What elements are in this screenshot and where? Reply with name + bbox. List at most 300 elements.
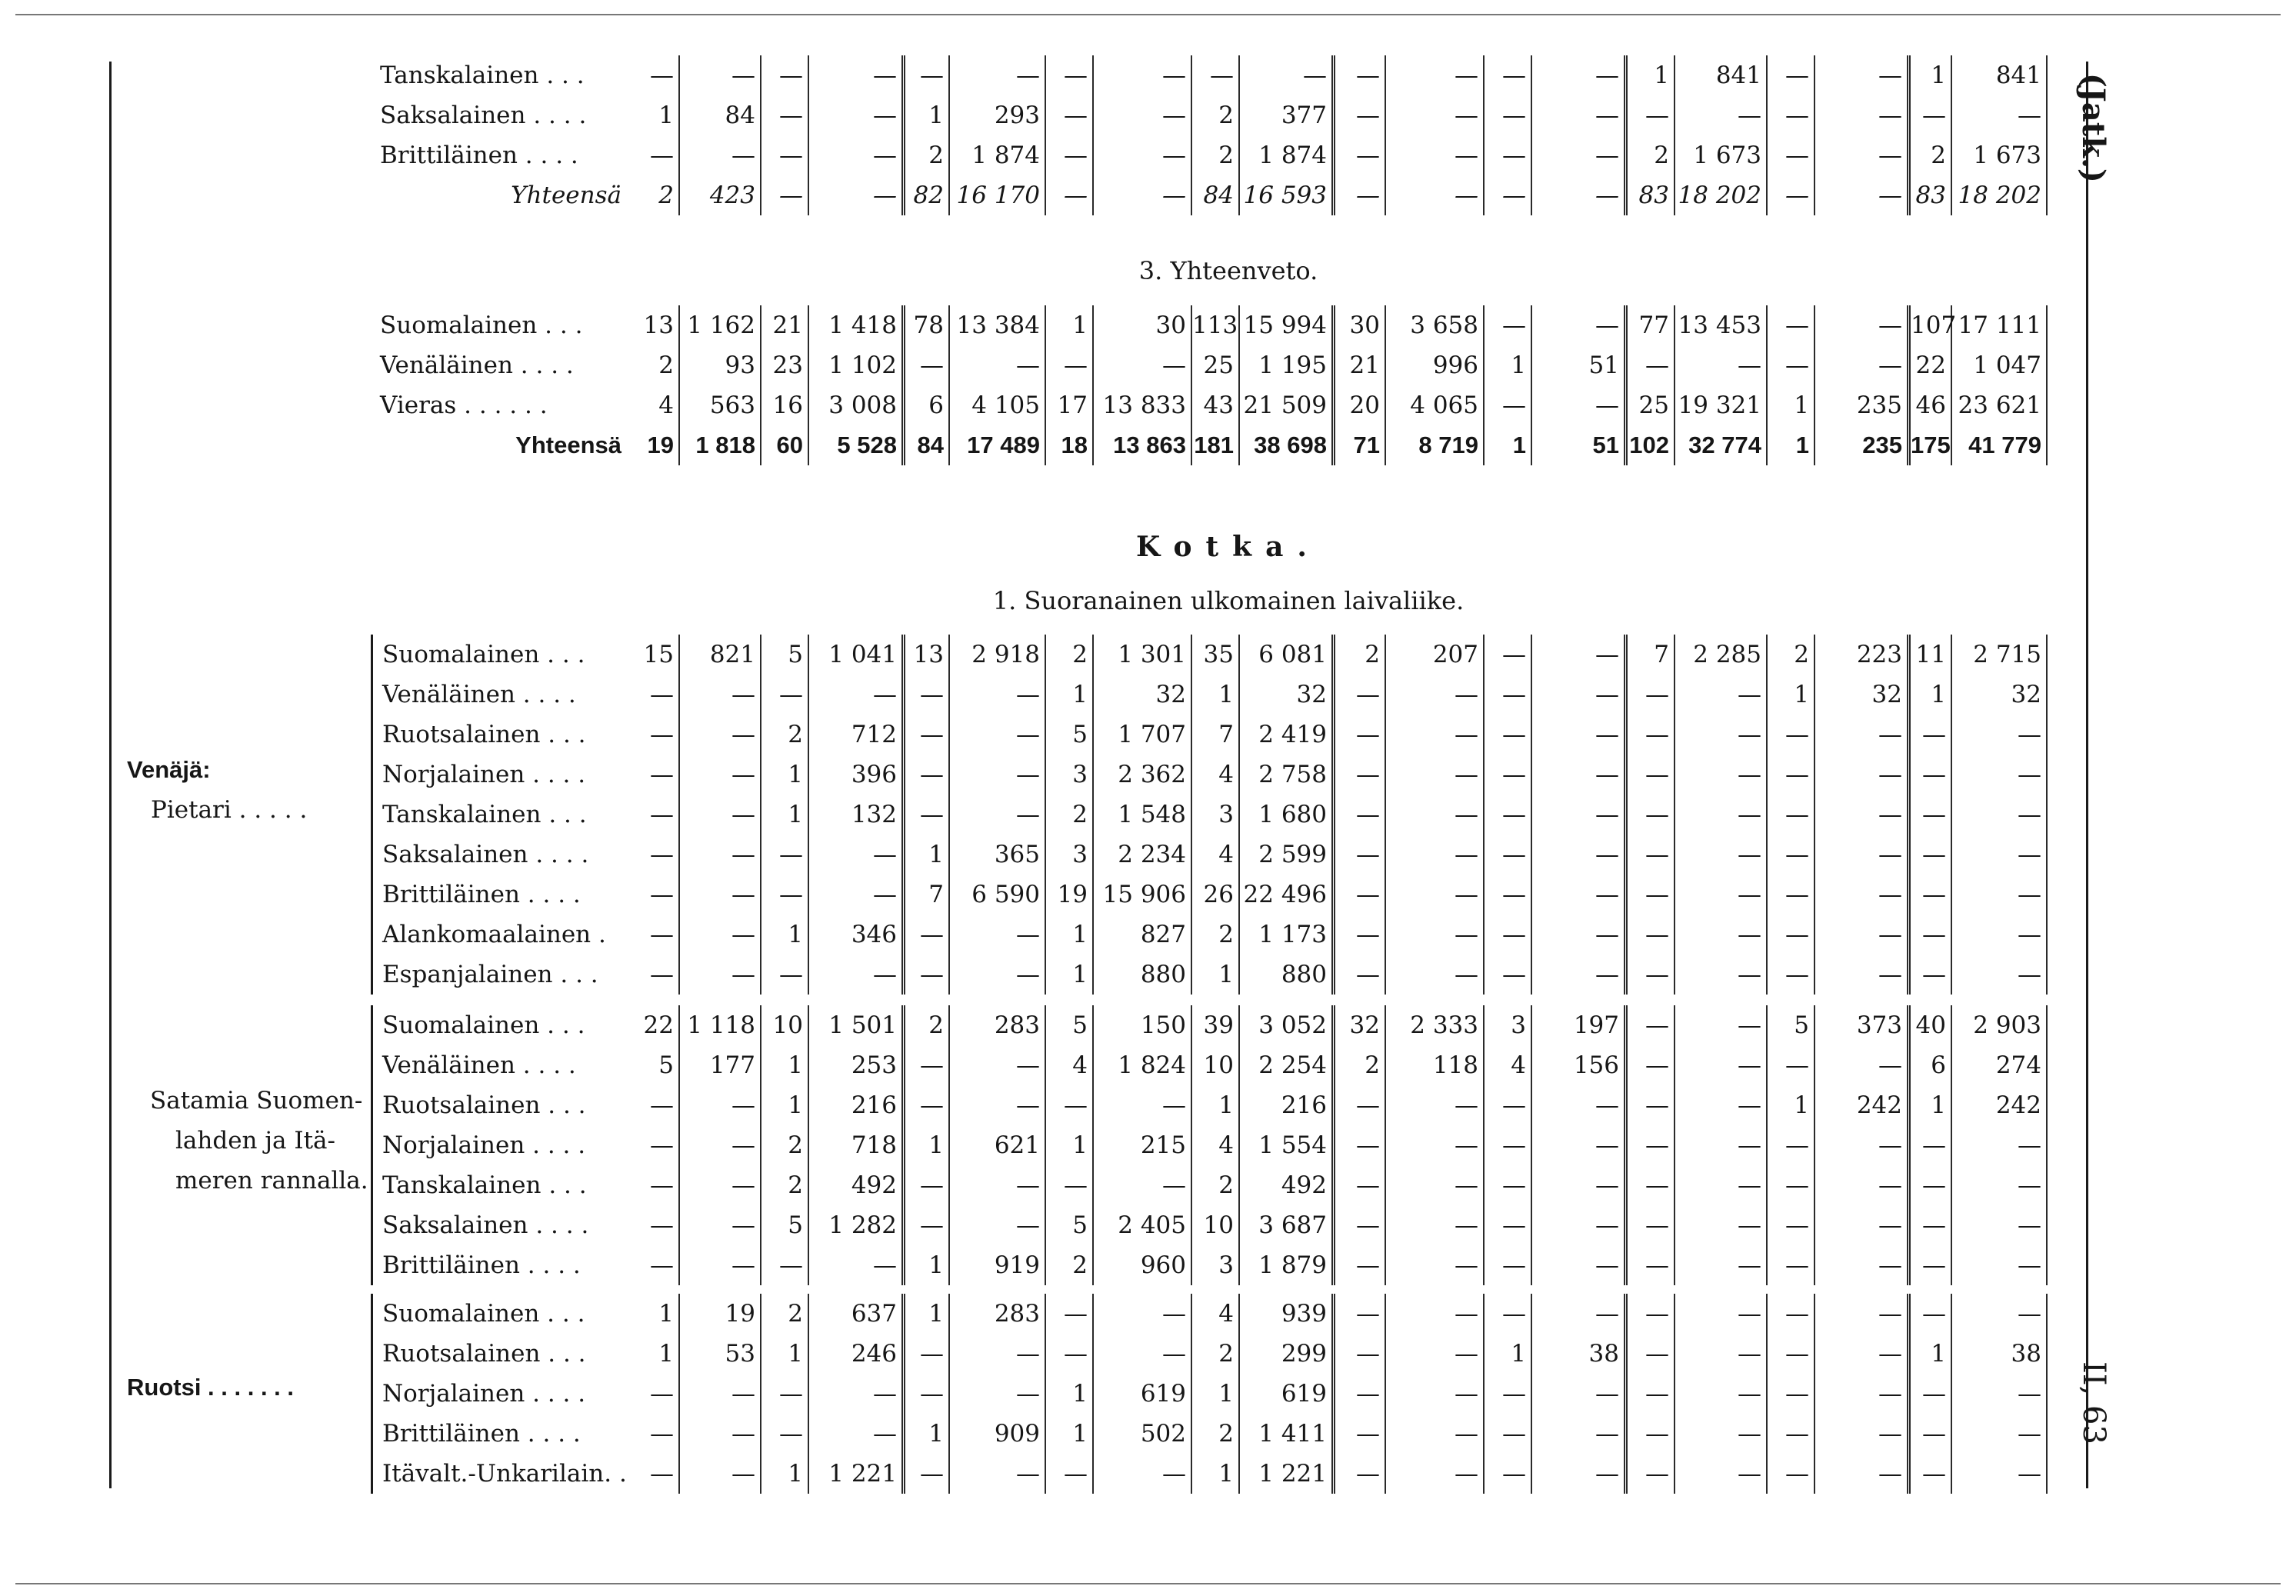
table-cell: —	[1911, 1205, 1952, 1245]
table-cell: 1	[1628, 55, 1675, 95]
row-label: Espanjalainen . . .	[371, 955, 632, 995]
table-cell: 2	[905, 1005, 950, 1045]
table-cell: —	[1485, 875, 1532, 915]
table-cell: 1 673	[1675, 135, 1768, 175]
table-cell: —	[1532, 1245, 1628, 1285]
table-cell: 113	[1192, 305, 1240, 345]
table-cell: 2	[761, 1125, 809, 1165]
table-cell: —	[1532, 795, 1628, 835]
table-cell: 253	[809, 1045, 905, 1085]
table-cell: 2	[1335, 635, 1386, 675]
table-cell: 1	[1192, 1374, 1240, 1414]
table-cell: —	[1335, 875, 1386, 915]
page-reference: II, 63	[2076, 1361, 2111, 1444]
table-cell: —	[680, 955, 761, 995]
table-cell: —	[1952, 755, 2048, 795]
table-cell: 2	[1046, 635, 1094, 675]
table-cell: —	[1768, 1165, 1815, 1205]
table-cell: —	[1911, 1294, 1952, 1334]
table-cell: —	[1628, 95, 1675, 135]
table-cell: —	[950, 755, 1046, 795]
table-cell: —	[809, 835, 905, 875]
table-cell: 16 593	[1240, 175, 1335, 215]
top-continuation-table	[371, 55, 2086, 215]
table-cell: 3 687	[1240, 1205, 1335, 1245]
table-cell: 1	[1768, 425, 1815, 465]
table-cell: —	[1386, 1245, 1485, 1285]
table-cell: 38	[1532, 1334, 1628, 1374]
table-cell: —	[1485, 1414, 1532, 1454]
table-cell: 235	[1815, 425, 1911, 465]
table-cell: 2	[1046, 1245, 1094, 1285]
table-cell: 1	[1046, 675, 1094, 715]
table-cell: —	[1386, 675, 1485, 715]
table-cell: —	[1386, 1334, 1485, 1374]
table-cell: 563	[680, 385, 761, 425]
table-cell: 4	[1485, 1045, 1532, 1085]
row-label: Suomalainen . . .	[371, 1294, 632, 1334]
table-cell: —	[1335, 1205, 1386, 1245]
row-label: Suomalainen . . .	[371, 1005, 632, 1045]
table-cell: —	[1094, 175, 1192, 215]
table-cell: 1	[1046, 955, 1094, 995]
table-cell: —	[1952, 1414, 2048, 1454]
table-cell: —	[905, 715, 950, 755]
table-cell: —	[1675, 915, 1768, 955]
table-cell: 215	[1094, 1125, 1192, 1165]
table-cell: 939	[1240, 1294, 1335, 1334]
table-cell: 22	[632, 1005, 680, 1045]
table-cell: —	[680, 715, 761, 755]
table-cell: —	[950, 345, 1046, 385]
table-cell: —	[1532, 95, 1628, 135]
table-cell: —	[1911, 795, 1952, 835]
table-cell: —	[1485, 1125, 1532, 1165]
table-cell: —	[1815, 1205, 1911, 1245]
table-cell: —	[1628, 1165, 1675, 1205]
table-cell: —	[1815, 175, 1911, 215]
table-cell: —	[1532, 55, 1628, 95]
table-cell: 13 833	[1094, 385, 1192, 425]
table-cell: 2	[1192, 1334, 1240, 1374]
table-cell: 1 041	[809, 635, 905, 675]
table-cell: —	[950, 1374, 1046, 1414]
table-cell: —	[1094, 1294, 1192, 1334]
row-label: Norjalainen . . . .	[371, 1125, 632, 1165]
table-cell: 13 453	[1675, 305, 1768, 345]
table-cell: 2 419	[1240, 715, 1335, 755]
table-cell: —	[1335, 1165, 1386, 1205]
table-cell: 827	[1094, 915, 1192, 955]
table-cell: —	[1952, 1374, 2048, 1414]
table-cell: 821	[680, 635, 761, 675]
table-cell: —	[905, 1165, 950, 1205]
row-label: Norjalainen . . . .	[371, 1374, 632, 1414]
table-cell: 1	[1911, 1085, 1952, 1125]
table-cell: —	[1386, 1294, 1485, 1334]
table-cell: —	[950, 915, 1046, 955]
table-cell: 40	[1911, 1005, 1952, 1045]
table-cell: —	[1628, 1085, 1675, 1125]
table-cell: 1	[1485, 425, 1532, 465]
table-cell: 6	[905, 385, 950, 425]
table-cell: —	[1386, 795, 1485, 835]
table-cell: —	[1485, 175, 1532, 215]
table-cell: 1	[761, 1454, 809, 1494]
table-cell: 7	[905, 875, 950, 915]
table-cell: —	[1911, 755, 1952, 795]
table-cell: 1 102	[809, 345, 905, 385]
table-cell: 4	[1192, 755, 1240, 795]
table-cell: —	[1628, 1045, 1675, 1085]
table-cell: —	[680, 675, 761, 715]
table-cell: —	[1046, 1165, 1094, 1205]
table-cell: —	[1952, 715, 2048, 755]
table-cell: 8 719	[1386, 425, 1485, 465]
table-cell: —	[1485, 835, 1532, 875]
table-cell: 7	[1628, 635, 1675, 675]
table-cell: 7	[1192, 715, 1240, 755]
table-cell: —	[1628, 955, 1675, 995]
table-cell: —	[1386, 1454, 1485, 1494]
table-cell: —	[632, 1454, 680, 1494]
table-cell: —	[1768, 1454, 1815, 1494]
summary-heading: 3. Yhteenveto.	[1138, 256, 1318, 285]
table-cell: 1	[905, 1245, 950, 1285]
table-cell: 423	[680, 175, 761, 215]
table-cell: —	[1335, 955, 1386, 995]
table-cell: —	[761, 1245, 809, 1285]
table-cell: 283	[950, 1005, 1046, 1045]
table-cell: 17 111	[1952, 305, 2048, 345]
table-cell: —	[1335, 1414, 1386, 1454]
table-cell: 84	[1192, 175, 1240, 215]
table-cell: —	[950, 1085, 1046, 1125]
top-edge-rule	[15, 14, 2281, 15]
table-cell: —	[1815, 795, 1911, 835]
table-cell: 880	[1240, 955, 1335, 995]
table-cell: 3	[1192, 1245, 1240, 1285]
table-cell: 23 621	[1952, 385, 2048, 425]
table-cell: 996	[1386, 345, 1485, 385]
table-cell: 43	[1192, 385, 1240, 425]
table-cell: —	[1386, 755, 1485, 795]
table-cell: —	[1532, 835, 1628, 875]
table-cell: —	[1815, 1414, 1911, 1454]
table-cell: 22	[1911, 345, 1952, 385]
table-cell: —	[761, 55, 809, 95]
table-cell: 1	[632, 95, 680, 135]
table-cell: 5	[761, 635, 809, 675]
suomenlahti-table	[371, 1005, 2086, 1285]
table-cell: 38	[1952, 1334, 2048, 1374]
left-page-rule	[109, 62, 112, 1488]
table-cell: —	[1815, 1165, 1911, 1205]
table-cell: 2 254	[1240, 1045, 1335, 1085]
table-cell: —	[1094, 1454, 1192, 1494]
table-cell: —	[950, 795, 1046, 835]
table-cell: —	[761, 1374, 809, 1414]
table-cell: —	[1952, 915, 2048, 955]
place-pietari: Pietari . . . . .	[151, 796, 308, 824]
table-cell: —	[1532, 955, 1628, 995]
table-cell: —	[950, 1165, 1046, 1205]
table-cell: —	[1768, 1125, 1815, 1165]
table-cell: 4	[1192, 835, 1240, 875]
table-cell: 1	[761, 795, 809, 835]
row-label: Brittiläinen . . . .	[371, 1414, 632, 1454]
table-cell: —	[1335, 1334, 1386, 1374]
table-cell: —	[1911, 1414, 1952, 1454]
table-cell: —	[761, 95, 809, 135]
table-cell: 4	[1046, 1045, 1094, 1085]
table-cell: —	[1046, 95, 1094, 135]
table-cell: —	[905, 1205, 950, 1245]
table-cell: —	[1768, 1414, 1815, 1454]
table-cell: —	[1335, 755, 1386, 795]
table-cell: —	[1768, 345, 1815, 385]
table-cell: 17	[1046, 385, 1094, 425]
table-cell: —	[1815, 1045, 1911, 1085]
table-cell: —	[905, 1334, 950, 1374]
table-cell: —	[1815, 1294, 1911, 1334]
table-cell: —	[1768, 715, 1815, 755]
table-cell: 13 863	[1094, 425, 1192, 465]
table-cell: —	[1911, 1374, 1952, 1414]
table-cell: 223	[1815, 635, 1911, 675]
table-cell: —	[1815, 955, 1911, 995]
table-cell: —	[1485, 135, 1532, 175]
table-cell: —	[1532, 1125, 1628, 1165]
table-cell: —	[1768, 95, 1815, 135]
table-cell: —	[1911, 1125, 1952, 1165]
row-label: Yhteensä	[511, 182, 621, 209]
table-cell: 242	[1815, 1085, 1911, 1125]
table-cell: —	[1815, 875, 1911, 915]
table-cell: —	[1675, 95, 1768, 135]
table-cell: —	[905, 915, 950, 955]
row-label: Ruotsalainen . . .	[371, 1085, 632, 1125]
table-cell: 2	[1192, 135, 1240, 175]
table-cell: 30	[1335, 305, 1386, 345]
table-cell: 32	[1240, 675, 1335, 715]
table-cell: —	[1094, 1085, 1192, 1125]
table-cell: 2	[1192, 95, 1240, 135]
table-cell: —	[1046, 175, 1094, 215]
table-cell: —	[1094, 135, 1192, 175]
table-cell: —	[1386, 1085, 1485, 1125]
table-cell: —	[680, 1205, 761, 1245]
table-cell: 1 548	[1094, 795, 1192, 835]
table-cell: —	[1485, 1085, 1532, 1125]
table-cell: —	[1485, 755, 1532, 795]
table-cell: —	[1192, 55, 1240, 95]
table-cell: 1	[761, 1085, 809, 1125]
table-cell: —	[1911, 1245, 1952, 1285]
table-cell: 20	[1335, 385, 1386, 425]
table-cell: —	[950, 955, 1046, 995]
table-cell: 10	[761, 1005, 809, 1045]
table-cell: 2 333	[1386, 1005, 1485, 1045]
table-cell: 84	[680, 95, 761, 135]
row-label: Suomalainen . . .	[380, 312, 583, 339]
table-cell: —	[632, 715, 680, 755]
table-cell: 25	[1192, 345, 1240, 385]
table-cell: —	[1815, 1374, 1911, 1414]
table-cell: —	[1675, 1334, 1768, 1374]
table-cell: —	[1386, 1374, 1485, 1414]
table-cell: 177	[680, 1045, 761, 1085]
table-cell: 1 554	[1240, 1125, 1335, 1165]
table-cell: 6 081	[1240, 635, 1335, 675]
table-cell: 15	[632, 635, 680, 675]
table-cell: 6 590	[950, 875, 1046, 915]
table-cell: —	[1485, 1165, 1532, 1205]
row-label: Venäläinen . . . .	[380, 352, 574, 379]
table-cell: 2	[632, 175, 680, 215]
table-cell: —	[1628, 1414, 1675, 1454]
table-cell: 718	[809, 1125, 905, 1165]
table-cell: —	[1675, 1294, 1768, 1334]
table-cell: 2	[1192, 1165, 1240, 1205]
table-cell: 1	[1911, 55, 1952, 95]
table-cell: 880	[1094, 955, 1192, 995]
table-cell: —	[1768, 1334, 1815, 1374]
table-cell: —	[1485, 1454, 1532, 1494]
table-cell: —	[1675, 835, 1768, 875]
table-cell: —	[1628, 915, 1675, 955]
table-cell: —	[1911, 1454, 1952, 1494]
table-cell: 21	[761, 305, 809, 345]
table-cell: 1 221	[809, 1454, 905, 1494]
table-cell: —	[905, 1045, 950, 1085]
table-cell: —	[809, 135, 905, 175]
table-cell: —	[1335, 1374, 1386, 1414]
table-cell: 2 599	[1240, 835, 1335, 875]
table-cell: —	[1240, 55, 1335, 95]
table-cell: 1 874	[1240, 135, 1335, 175]
table-cell: 32 774	[1675, 425, 1768, 465]
row-label: Itävalt.-Unkarilain. .	[371, 1454, 632, 1494]
table-cell: —	[1952, 1454, 2048, 1494]
table-cell: 2 234	[1094, 835, 1192, 875]
table-cell: 637	[809, 1294, 905, 1334]
table-cell: —	[1768, 1294, 1815, 1334]
table-cell: —	[1532, 385, 1628, 425]
table-cell: —	[632, 1085, 680, 1125]
table-cell: 619	[1240, 1374, 1335, 1414]
table-cell: —	[1675, 1085, 1768, 1125]
table-cell: —	[1532, 1165, 1628, 1205]
table-cell: —	[680, 915, 761, 955]
table-cell: —	[809, 1414, 905, 1454]
table-cell: 51	[1532, 345, 1628, 385]
table-cell: —	[1628, 755, 1675, 795]
table-cell: —	[1911, 95, 1952, 135]
table-cell: —	[632, 795, 680, 835]
table-cell: —	[1485, 675, 1532, 715]
table-cell: 1 824	[1094, 1045, 1192, 1085]
table-cell: 2 285	[1675, 635, 1768, 675]
table-cell: —	[680, 1125, 761, 1165]
table-cell: —	[1335, 795, 1386, 835]
table-cell: 4 105	[950, 385, 1046, 425]
table-cell: —	[1386, 95, 1485, 135]
table-cell: —	[950, 715, 1046, 755]
table-cell: —	[1335, 835, 1386, 875]
table-cell: —	[1335, 1454, 1386, 1494]
table-cell: —	[1532, 1205, 1628, 1245]
table-cell: 41 779	[1952, 425, 2048, 465]
table-cell: 2	[761, 1165, 809, 1205]
table-cell: 207	[1386, 635, 1485, 675]
table-cell: —	[1675, 1045, 1768, 1085]
table-cell: 197	[1532, 1005, 1628, 1045]
table-cell: —	[1485, 55, 1532, 95]
table-cell: —	[1911, 875, 1952, 915]
table-cell: —	[1675, 1454, 1768, 1494]
table-cell: 1 879	[1240, 1245, 1335, 1285]
table-cell: 1	[1485, 345, 1532, 385]
table-cell: 1 707	[1094, 715, 1192, 755]
table-cell: —	[1485, 955, 1532, 995]
table-cell: 4	[1192, 1294, 1240, 1334]
row-label: Saksalainen . . . .	[371, 835, 632, 875]
table-cell: 1 411	[1240, 1414, 1335, 1454]
table-cell: 2	[761, 1294, 809, 1334]
table-cell: 102	[1628, 425, 1675, 465]
place-line-2: lahden ja Itä-	[175, 1127, 335, 1155]
table-cell: 1 221	[1240, 1454, 1335, 1494]
table-cell: —	[809, 175, 905, 215]
row-label: Venäläinen . . . .	[371, 1045, 632, 1085]
table-cell: 1	[905, 1125, 950, 1165]
table-cell: 21 509	[1240, 385, 1335, 425]
table-cell: —	[809, 875, 905, 915]
table-cell: —	[632, 675, 680, 715]
table-cell: —	[1815, 1245, 1911, 1285]
row-label: Norjalainen . . . .	[371, 755, 632, 795]
table-cell: —	[1532, 675, 1628, 715]
table-cell: 19	[1046, 875, 1094, 915]
table-cell: —	[680, 795, 761, 835]
table-cell: —	[1768, 175, 1815, 215]
table-cell: —	[809, 95, 905, 135]
table-cell: —	[1335, 55, 1386, 95]
row-label: Vieras . . . . . .	[380, 392, 548, 419]
country-ruotsi: Ruotsi . . . . . . .	[127, 1374, 295, 1401]
table-cell: —	[1094, 345, 1192, 385]
table-cell: —	[905, 1085, 950, 1125]
table-cell: 181	[1192, 425, 1240, 465]
table-cell: 18	[1046, 425, 1094, 465]
table-cell: —	[1386, 835, 1485, 875]
table-cell: —	[1628, 875, 1675, 915]
table-cell: —	[1675, 715, 1768, 755]
table-cell: —	[950, 1454, 1046, 1494]
table-cell: 1	[761, 915, 809, 955]
table-cell: —	[1675, 1374, 1768, 1414]
table-cell: 175	[1911, 425, 1952, 465]
table-cell: —	[809, 55, 905, 95]
table-cell: —	[1815, 345, 1911, 385]
table-cell: —	[1768, 835, 1815, 875]
row-label: Brittiläinen . . . .	[371, 1245, 632, 1285]
table-cell: —	[905, 1374, 950, 1414]
table-cell: 83	[1911, 175, 1952, 215]
table-cell: 621	[950, 1125, 1046, 1165]
table-cell: 909	[950, 1414, 1046, 1454]
